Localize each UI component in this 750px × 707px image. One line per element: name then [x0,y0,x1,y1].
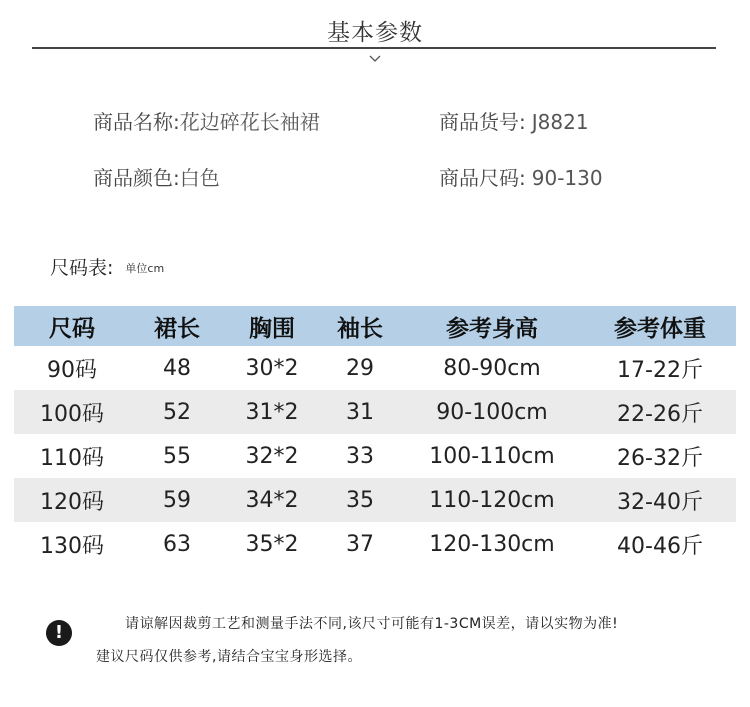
table-cell: 34*2 [245,487,299,513]
chevron-down-icon [369,55,381,63]
header-title: 基本参数 [327,20,423,46]
separator: : [173,166,180,190]
separator: : [173,110,180,134]
exclamation-glyph: ! [54,622,64,643]
note-line-2: 建议尺码仅供参考,请结合宝宝身形选择。 [96,649,362,665]
table-cell: 120-130cm [429,531,555,557]
note-line-1: 请谅解因裁剪工艺和测量手法不同,该尺寸可能有1-3CM误差，请以实物为准! [125,616,619,632]
table-cell: 59 [163,487,191,513]
size-chart-title [50,253,164,280]
table-row [14,346,736,390]
table-cell: 35 [346,487,374,513]
table-cell: 52 [163,399,191,425]
separator: : [519,166,526,190]
separator: : [519,110,526,134]
product-name-value: 花边碎花长袖裙 [179,110,320,134]
table-cell: 33 [346,443,374,469]
table-cell: 80-90cm [443,355,541,381]
table-cell: 120码 [40,489,104,515]
column-header: 参考身高 [446,315,538,342]
size-chart-title-text: 尺码表: [50,257,114,279]
table-cell: 90-100cm [436,399,548,425]
table-cell: 40-46斤 [617,533,703,559]
table-row [14,390,736,434]
table-cell: 35*2 [245,531,299,557]
table-cell: 37 [346,531,374,557]
size-table [14,306,736,566]
product-color-label: 商品颜色 [93,166,173,190]
product-code-value: J8821 [531,110,589,134]
table-cell: 30*2 [245,355,299,381]
product-color-value: 白色 [179,166,220,190]
product-size-value: 90-130 [531,166,603,190]
size-chart-unit: 单位cm [125,262,165,275]
table-cell: 17-22斤 [617,357,703,383]
table-cell: 110码 [40,445,104,471]
product-name [93,106,320,135]
product-code-label: 商品货号 [439,110,519,134]
table-cell: 32-40斤 [617,489,703,515]
table-cell: 22-26斤 [617,401,703,427]
product-name-label: 商品名称 [93,110,173,134]
product-code [439,106,589,135]
table-row [14,434,736,478]
table-cell: 26-32斤 [617,445,703,471]
column-header: 裙长 [154,315,200,342]
column-header: 胸围 [249,315,295,342]
header-divider [32,47,716,49]
table-cell: 63 [163,531,191,557]
column-header: 尺码 [49,315,95,342]
table-cell: 55 [163,443,191,469]
column-header: 参考体重 [614,315,706,342]
table-cell: 100-110cm [429,443,555,469]
table-row [14,478,736,522]
product-color [93,162,220,191]
table-cell: 32*2 [245,443,299,469]
table-cell: 130码 [40,533,104,559]
table-cell: 48 [163,355,191,381]
exclamation-icon [46,620,72,646]
table-cell: 90码 [47,357,97,383]
product-size [439,162,603,191]
table-header-row [14,306,736,346]
table-row [14,522,736,566]
product-size-label: 商品尺码 [439,166,519,190]
table-cell: 31*2 [245,399,299,425]
table-cell: 31 [346,399,374,425]
table-cell: 29 [346,355,374,381]
column-header: 袖长 [337,315,383,342]
table-cell: 110-120cm [429,487,555,513]
table-cell: 100码 [40,401,104,427]
